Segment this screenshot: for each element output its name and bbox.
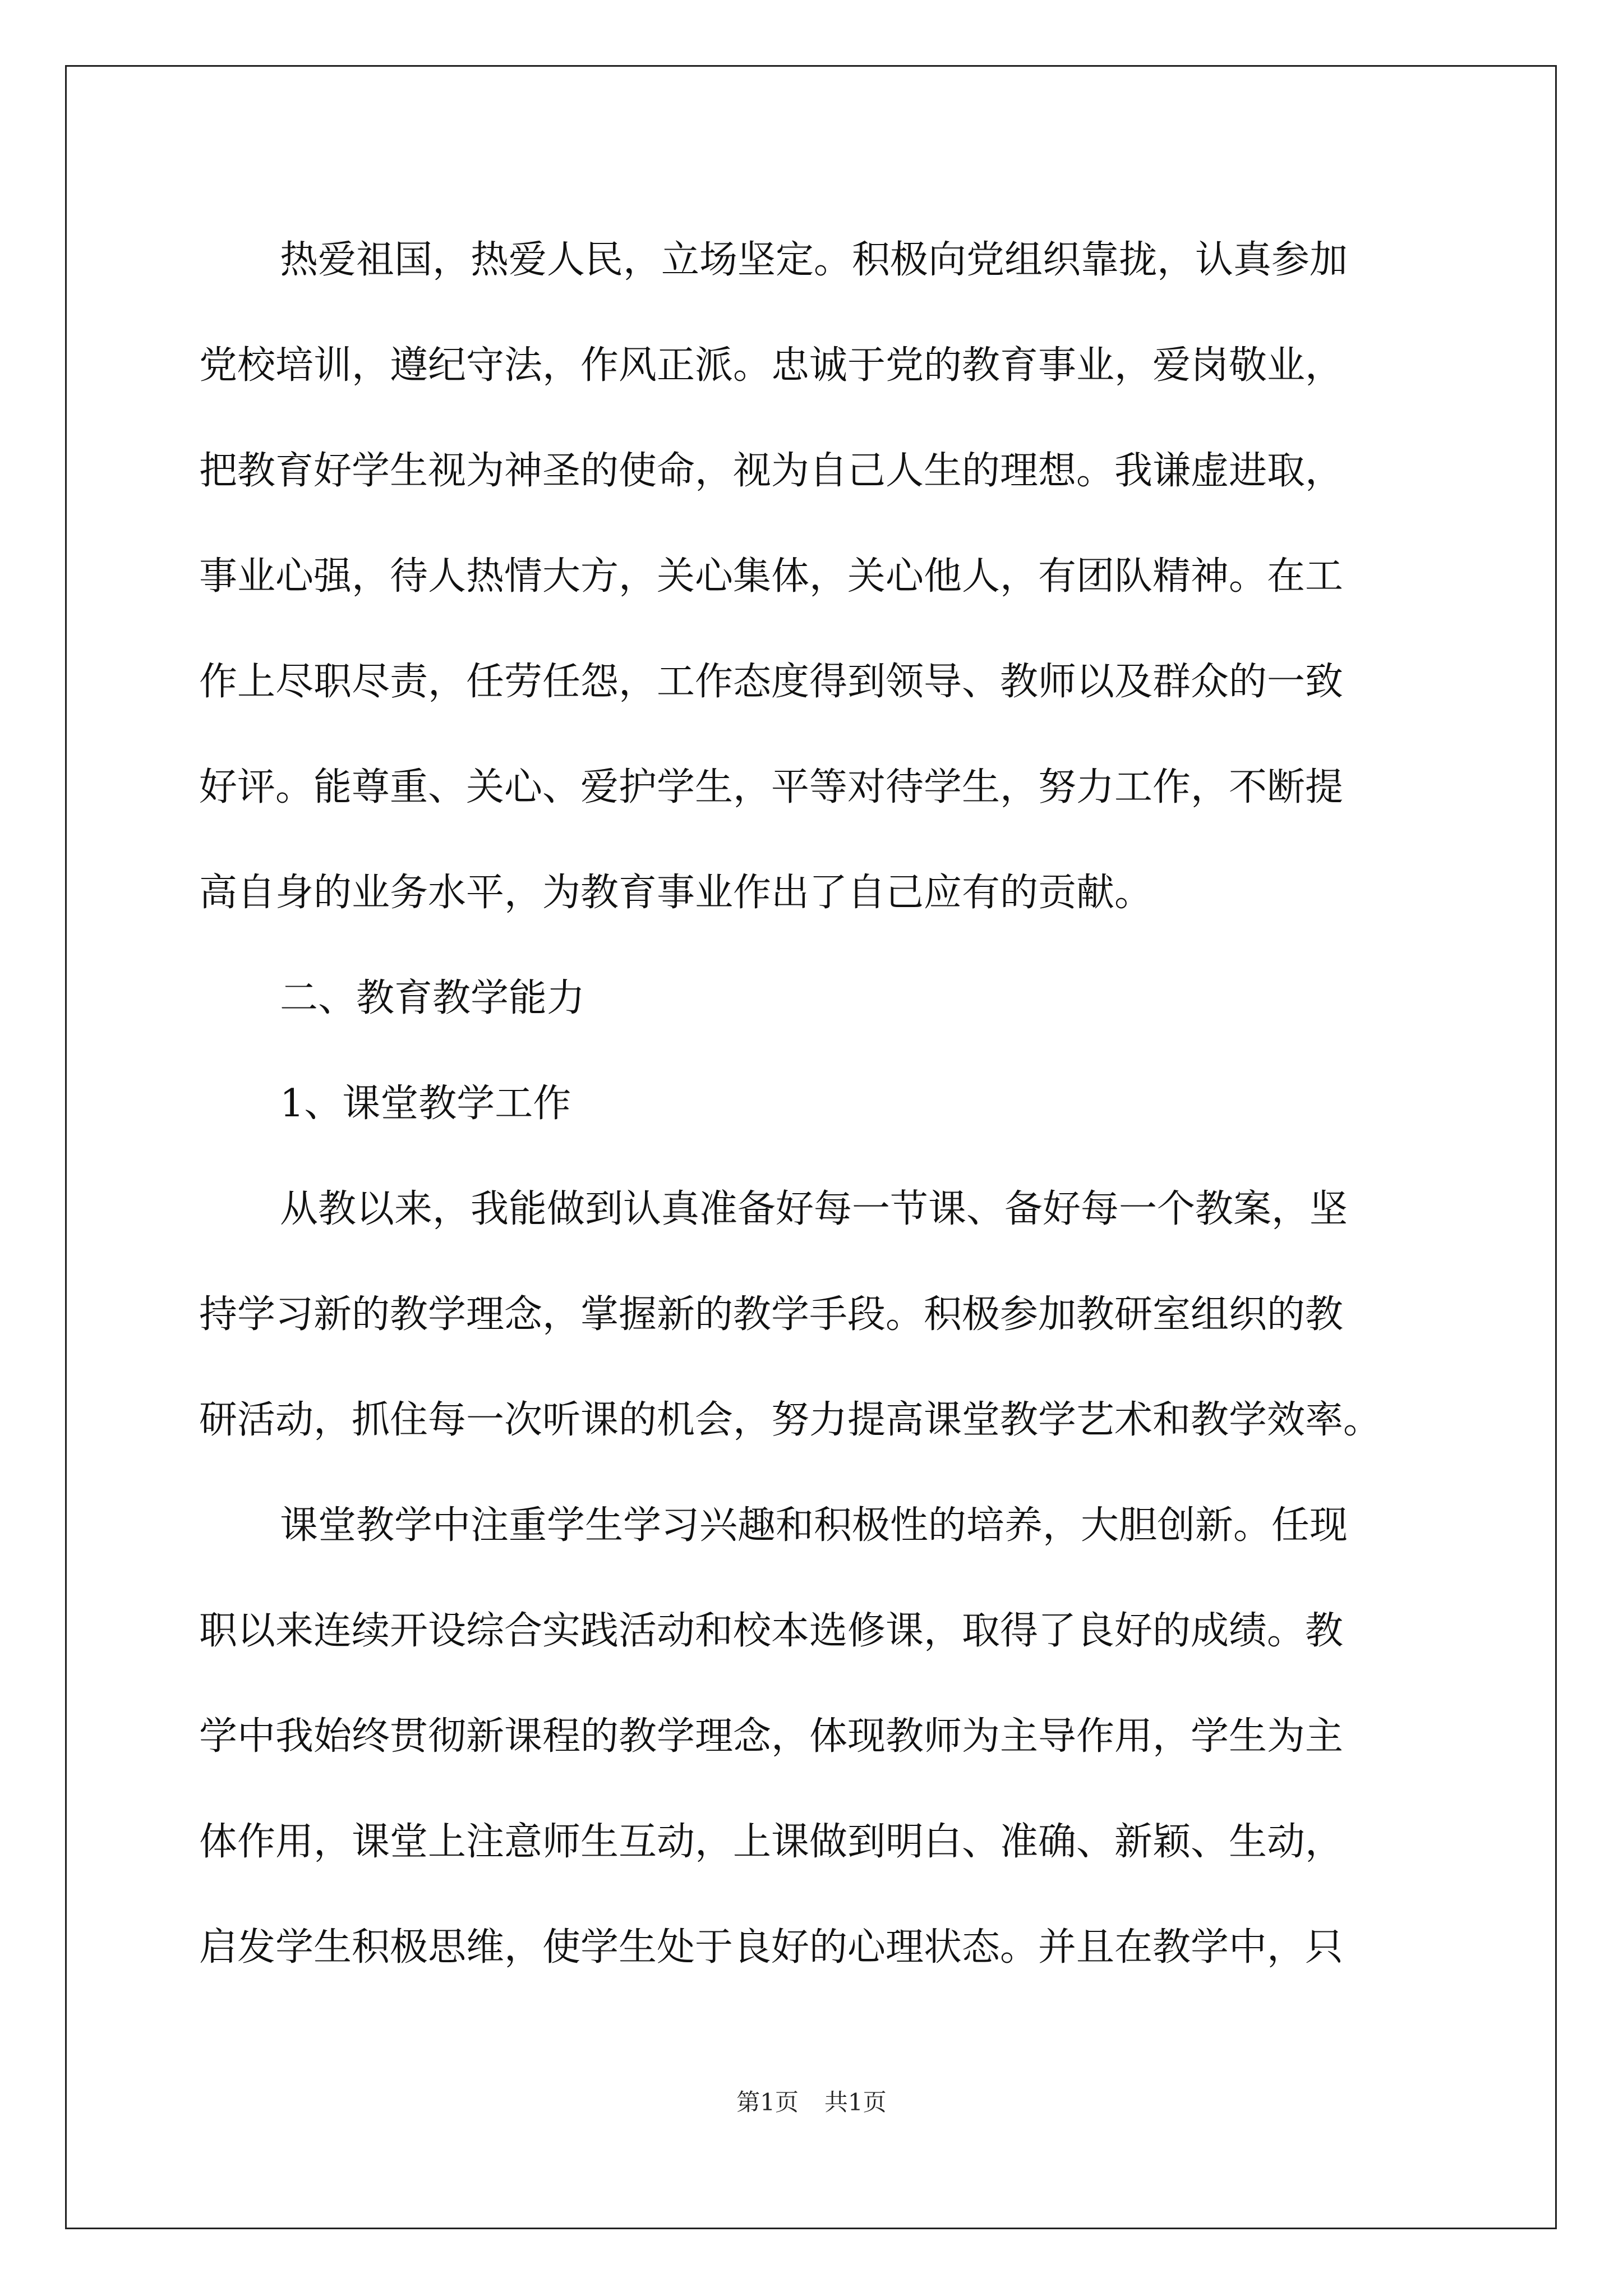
paragraph-line: 研活动，抓住每一次听课的机会，努力提高课堂教学艺术和教学效率。 <box>199 1398 1382 1442</box>
paragraph-line: 学中我始终贯彻新课程的教学理念，体现教师为主导作用，学生为主 <box>199 1714 1344 1759</box>
document-body <box>199 208 1433 2000</box>
paragraph-line: 党校培训，遵纪守法，作风正派。忠诚于党的教育事业，爱岗敬业， <box>199 343 1344 388</box>
paragraph-line: 启发学生积极思维，使学生处于良好的心理状态。并且在教学中，只 <box>199 1925 1344 1970</box>
paragraph-line: 好评。能尊重、关心、爱护学生，平等对待学生，努力工作，不断提 <box>199 765 1344 809</box>
section-heading: 二、教育教学能力 <box>280 976 585 1020</box>
paragraph-line: 高自身的业务水平，为教育事业作出了自己应有的贡献。 <box>199 871 1153 915</box>
paragraph-line: 职以来连续开设综合实践活动和校本选修课，取得了良好的成绩。教 <box>199 1609 1344 1653</box>
page-footer <box>0 2086 1623 2119</box>
paragraph-line: 把教育好学生视为神圣的使命，视为自己人生的理想。我谦虚进取， <box>199 449 1344 493</box>
page-number-total: 共1页 <box>824 2088 887 2116</box>
paragraph-line: 从教以来，我能做到认真准备好每一节课、备好每一个教案，坚 <box>280 1187 1348 1231</box>
paragraph-line: 热爱祖国，热爱人民，立场坚定。积极向党组织靠拢，认真参加 <box>280 238 1348 282</box>
paragraph-line: 事业心强，待人热情大方，关心集体，关心他人，有团队精神。在工 <box>199 554 1344 599</box>
paragraph-line: 体作用，课堂上注意师生互动，上课做到明白、准确、新颖、生动， <box>199 1820 1344 1864</box>
subsection-heading: 1、课堂教学工作 <box>280 1082 571 1126</box>
paragraph-line: 持学习新的教学理念，掌握新的教学手段。积极参加教研室组织的教 <box>199 1292 1344 1337</box>
paragraph-line: 课堂教学中注重学生学习兴趣和积极性的培养，大胆创新。任现 <box>280 1503 1348 1548</box>
page-number-current: 第1页 <box>736 2088 799 2116</box>
paragraph-line: 作上尽职尽责，任劳任怨，工作态度得到领导、教师以及群众的一致 <box>199 660 1344 704</box>
